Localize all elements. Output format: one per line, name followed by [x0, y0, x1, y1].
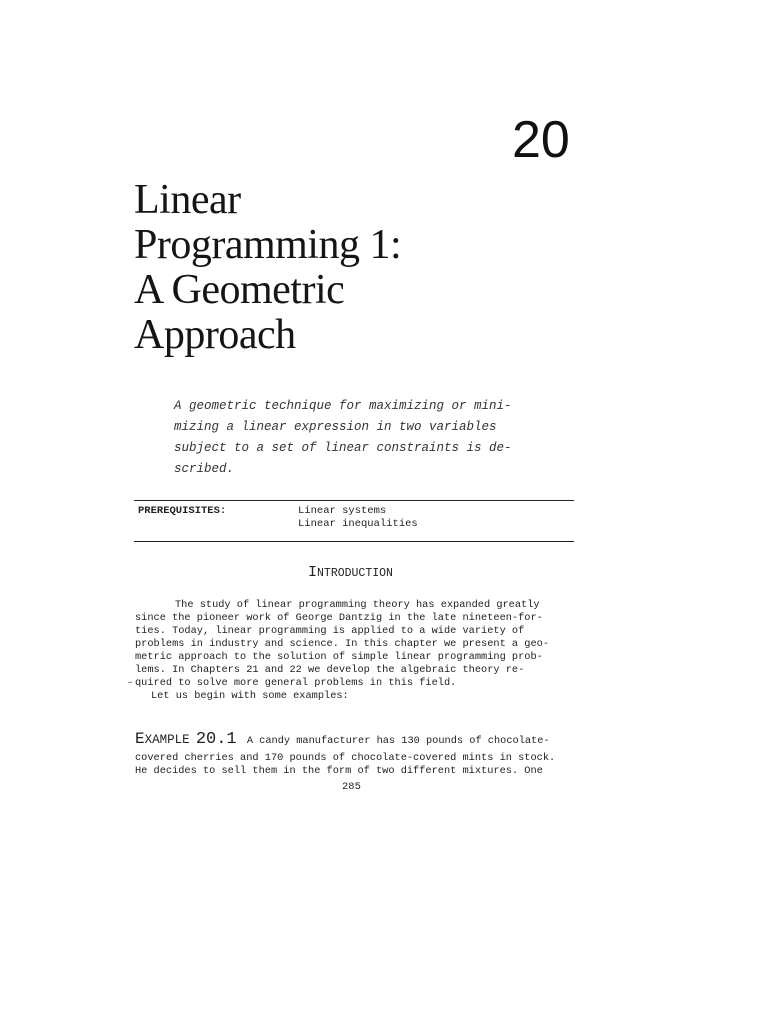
paragraph-line: ties. Today, linear programming is applied to a wide variety of	[135, 625, 525, 637]
heading-rest: NTRODUCTION	[317, 567, 393, 580]
example-label	[135, 730, 190, 748]
example-number: 20.1	[195, 730, 237, 749]
example-text: A candy manufacturer has 130 pounds of chocolate-	[246, 735, 550, 747]
prerequisite-item: Linear inequalities	[298, 518, 418, 530]
chapter-title	[134, 178, 554, 358]
abstract-line: subject to a set of linear constraints is de-	[174, 441, 512, 455]
chapter-number: 20	[512, 111, 570, 169]
example-label-initial: E	[135, 730, 145, 748]
section-heading-introduction	[308, 565, 393, 582]
prerequisite-item: Linear systems	[298, 505, 387, 517]
abstract-line: A geometric technique for maximizing or mini-	[174, 399, 512, 413]
abstract-line: scribed.	[174, 462, 235, 476]
title-line: Approach	[134, 312, 296, 358]
chapter-abstract	[174, 396, 534, 480]
paragraph-line: metric approach to the solution of simple linear programming prob-	[135, 651, 543, 663]
example-first-line	[135, 728, 585, 752]
paragraph-line: quired to solve more general problems in this field.	[135, 677, 457, 689]
prerequisites-label: PREREQUISITES:	[138, 505, 227, 517]
paragraph-line: since the pioneer work of George Dantzig in the late nineteen-for-	[135, 612, 543, 624]
example-label-rest: XAMPLE	[144, 733, 190, 747]
abstract-line: mizing a linear expression in two variables	[174, 420, 497, 434]
introduction-paragraph	[135, 599, 585, 703]
divider-bottom	[134, 541, 574, 542]
margin-mark: –	[127, 678, 134, 689]
example-line: He decides to sell them in the form of two different mixtures. One	[135, 765, 543, 777]
heading-initial: I	[308, 564, 318, 581]
divider-top	[134, 500, 574, 501]
title-line: Programming 1:	[134, 222, 402, 268]
title-line: A Geometric	[134, 267, 345, 313]
paragraph-line: problems in industry and science. In this chapter we present a geo-	[135, 638, 550, 650]
paragraph-line: The study of linear programming theory has expanded greatly	[175, 599, 540, 611]
title-line: Linear	[134, 177, 241, 223]
page-number: 285	[342, 781, 361, 793]
example-line: covered cherries and 170 pounds of chocolate-covered mints in stock.	[135, 752, 556, 764]
prerequisites-list	[298, 505, 418, 531]
paragraph-line: Let us begin with some examples:	[151, 690, 349, 702]
example-20-1	[135, 728, 585, 778]
paragraph-line: lems. In Chapters 21 and 22 we develop the algebraic theory re-	[135, 664, 525, 676]
